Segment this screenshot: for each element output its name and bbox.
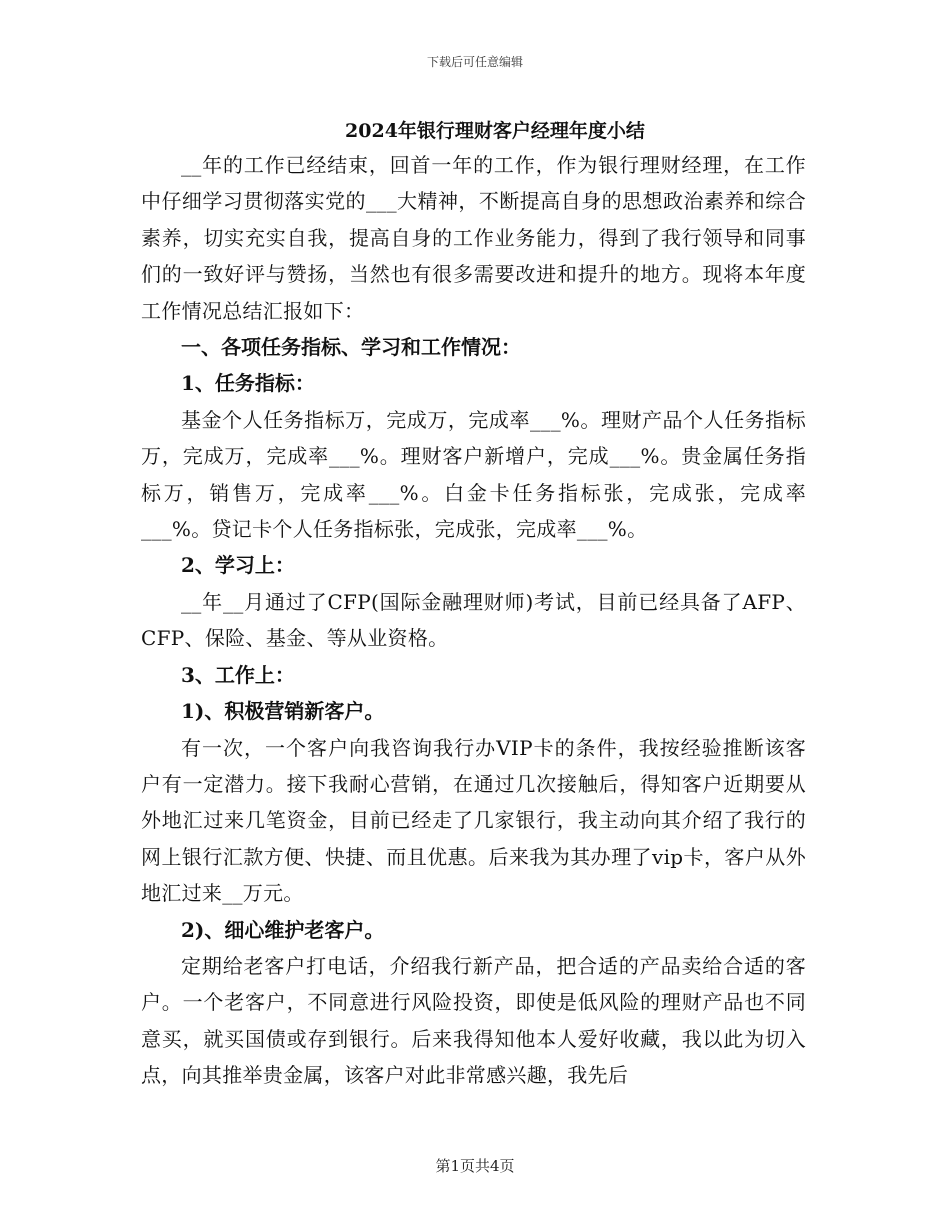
work-item-paragraph-new-clients: 有一次，一个客户向我咨询我行办VIP卡的条件，我按经验推断该客户有一定潜力。接下我耐心营销，在通过几次接触后，得知客户近期要从外地汇过来几笔资金，目前已经走了几家银行，我主动向其介绍了我行的网上银行汇款方便、快捷、而且优惠。后来我为其办理了vip卡，客户从外地汇过来__万元。 [141, 735, 806, 906]
document-body [141, 147, 806, 1094]
work-item-heading-old-clients: 2)、细心维护老客户。 [181, 917, 385, 942]
document-title: 2024年银行理财客户经理年度小结 [345, 120, 645, 142]
intro-paragraph: __年的工作已经结束，回首一年的工作，作为银行理财经理，在工作中仔细学习贯彻落实党的___大精神，不断提高自身的思想政治素养和综合素养，切实充实自我，提高自身的工作业务能力，得到了我行领导和同事们的一致好评与赞扬，当然也有很多需要改进和提升的地方。现将本年度工作情况总结汇报如下： [141, 153, 806, 323]
header-note: 下载后可任意编辑 [426, 55, 523, 69]
work-item-paragraph-old-clients: 定期给老客户打电话，介绍我行新产品，把合适的产品卖给合适的客户。一个老客户，不同意进行风险投资，即使是低风险的理财产品也不同意买，就买国债或存到银行。后来我得知他本人爱好收藏，我以此为切入点，向其推举贵金属，该客户对此非常感兴趣，我先后 [141, 953, 806, 1088]
subsection-heading-tasks: 1、任务指标： [181, 371, 315, 396]
subsection-heading-work: 3、工作上： [181, 662, 295, 687]
tasks-paragraph: 基金个人任务指标万，完成万，完成率___%。理财产品个人任务指标万，完成万，完成率___%。理财客户新增户，完成___%。贵金属任务指标万，销售万，完成率___%。白金卡任务指标张，完成张，完成率___%。贷记卡个人任务指标张，完成张，完成率___%。 [141, 407, 806, 542]
page-footer: 第1页共4页 [435, 1157, 515, 1175]
study-paragraph: __年__月通过了CFP(国际金融理财师)考试，目前已经具备了AFP、CFP、保险、基金、等从业资格。 [141, 589, 806, 651]
subsection-heading-study: 2、学习上： [181, 553, 295, 578]
section-heading: 一、各项任务指标、学习和工作情况： [181, 335, 521, 360]
work-item-heading-new-clients: 1)、积极营销新客户。 [181, 699, 385, 724]
